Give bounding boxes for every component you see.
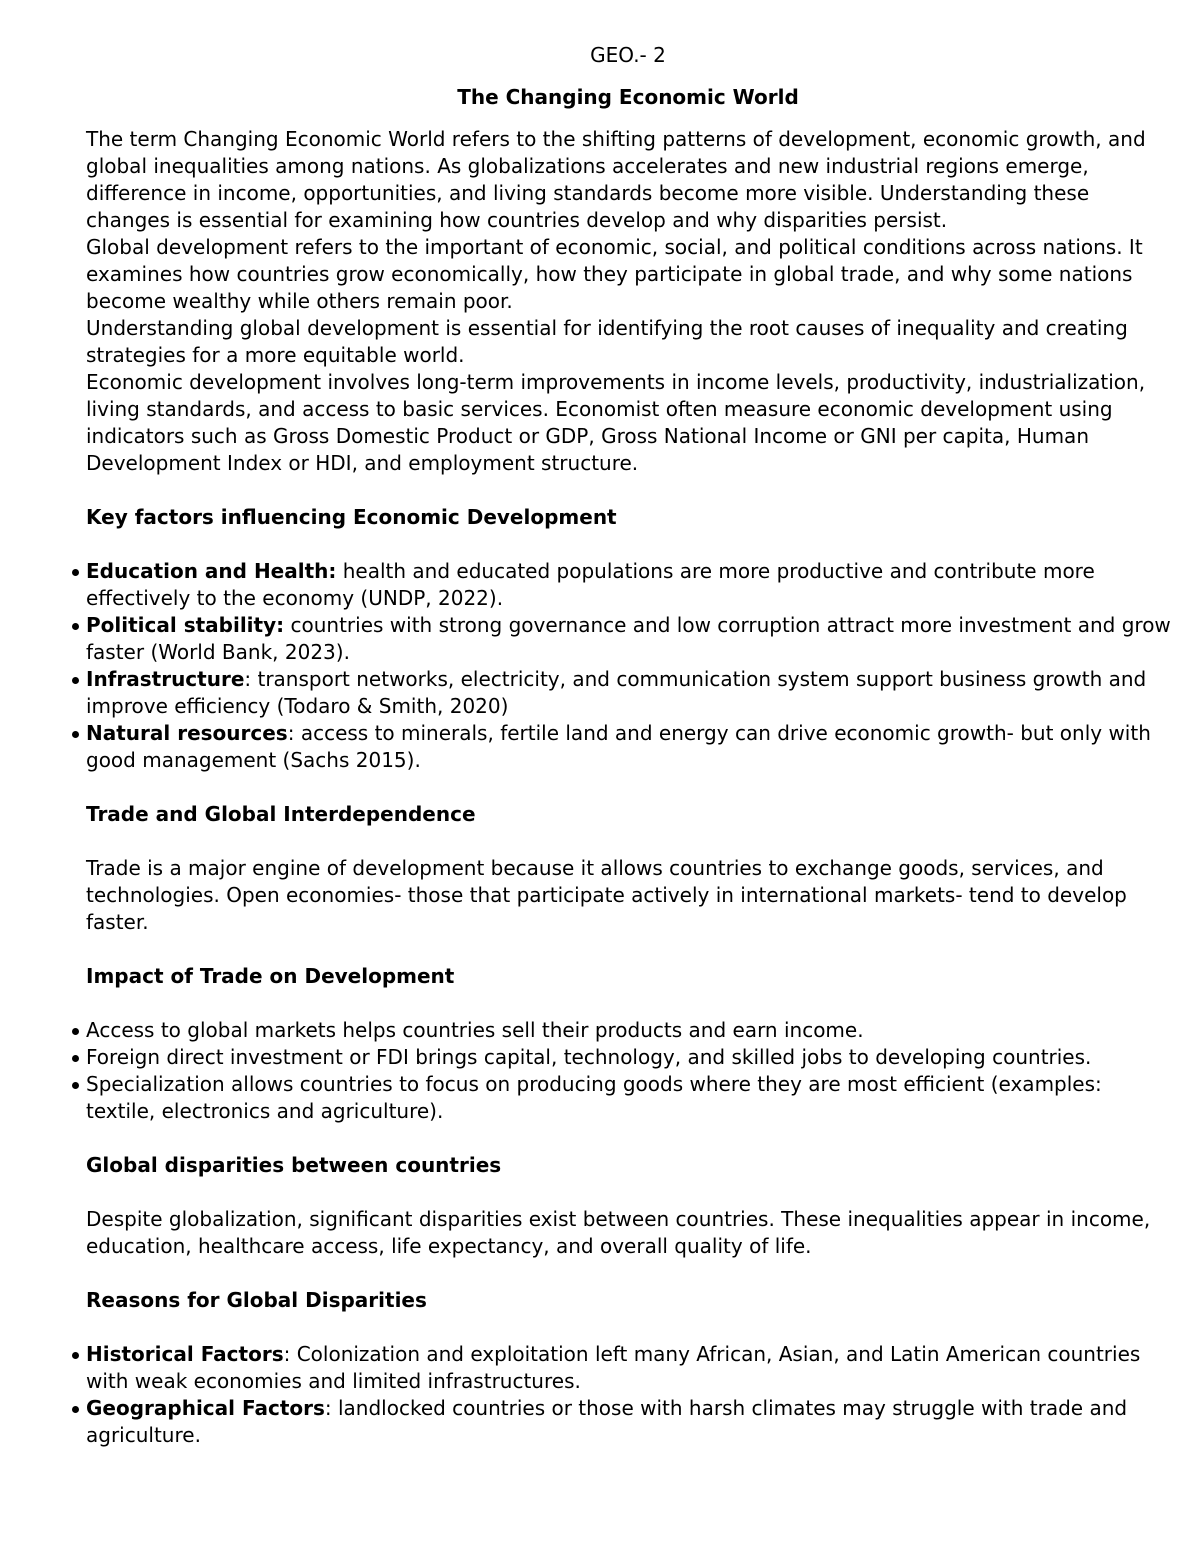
list-item <box>86 720 1176 774</box>
impact-list <box>86 1017 1176 1125</box>
intro-paragraph-2: Global development refers to the important of economic, social, and political conditions across nations. It examines how countries grow economically, how they participate in global trade, and why some nations become wealthy while others remain poor. <box>86 235 1143 313</box>
list-item-text: : access to minerals, fertile land and energy can drive economic growth- but only with good management (Sachs 2015). <box>86 721 1151 772</box>
disparities-paragraph: Despite globalization, significant disparities exist between countries. These inequalities appear in income, education, healthcare access, life expectancy, and overall quality of life. <box>86 1207 1151 1258</box>
bullet-icon <box>72 623 79 630</box>
section-heading-impact: Impact of Trade on Development <box>86 964 455 988</box>
section-heading-reasons: Reasons for Global Disparities <box>86 1288 427 1312</box>
section-heading-key-factors: Key factors influencing Economic Development <box>86 505 617 529</box>
list-item-text: : Colonization and exploitation left many African, Asian, and Latin American countries with weak economies and limited infrastructures. <box>86 1342 1141 1393</box>
bullet-icon <box>72 1082 79 1089</box>
list-item <box>86 1071 1176 1125</box>
list-item-text: : transport networks, electricity, and communication system support business growth and improve efficiency (Todaro & Smith, 2020) <box>86 667 1147 718</box>
bullet-icon <box>72 731 79 738</box>
list-item-text: countries with strong governance and low corruption attract more investment and grow faster (World Bank, 2023). <box>86 613 1171 664</box>
list-item-text: Access to global markets helps countries sell their products and earn income. <box>86 1018 864 1042</box>
section-heading-disparities: Global disparities between countries <box>86 1153 502 1177</box>
list-item <box>86 1341 1176 1395</box>
list-item-text: Foreign direct investment or FDI brings capital, technology, and skilled jobs to developing countries. <box>86 1045 1092 1069</box>
intro-paragraph-3: Understanding global development is essential for identifying the root causes of inequality and creating strategies for a more equitable world. <box>86 316 1128 367</box>
list-item <box>86 558 1176 612</box>
list-item-text: : landlocked countries or those with harsh climates may struggle with trade and agriculture. <box>86 1396 1128 1447</box>
list-item <box>86 1395 1176 1449</box>
list-item <box>86 666 1176 720</box>
list-item-term: Education and Health: <box>86 559 337 583</box>
trade-paragraph: Trade is a major engine of development because it allows countries to exchange goods, services, and technologies. Open economies- those that participate actively in international markets- tend to develop faster. <box>86 856 1127 934</box>
intro-paragraph-4: Economic development involves long-term improvements in income levels, productivity, industrialization, living standards, and access to basic services. Economist often measure economic development using indicators such as Gross Domestic Product or GDP, Gross National Income or GNI per capita, Human Development Index or HDI, and employment structure. <box>86 370 1146 475</box>
list-item-term: Geographical Factors <box>86 1396 325 1420</box>
list-item-text: Specialization allows countries to focus on producing goods where they are most efficient (examples: textile, electronics and agriculture). <box>86 1072 1102 1123</box>
key-factors-list <box>86 558 1176 774</box>
bullet-icon <box>72 1055 79 1062</box>
document-body <box>86 126 1176 1449</box>
bullet-icon <box>72 1406 79 1413</box>
reasons-list <box>86 1341 1176 1449</box>
document-title: GEO.- 2 <box>590 43 666 67</box>
intro-paragraph-1: The term Changing Economic World refers to the shifting patterns of development, economic growth, and global inequalities among nations. As globalizations accelerates and new industrial regions emerge, difference in income, opportunities, and living standards become more visible. Understanding these changes is essential for examining how countries develop and why disparities persist. <box>86 127 1146 232</box>
list-item-term: Natural resources <box>86 721 288 745</box>
section-heading-trade: Trade and Global Interdependence <box>86 802 476 826</box>
bullet-icon <box>72 1028 79 1035</box>
list-item-text: health and educated populations are more productive and contribute more effectively to the economy (UNDP, 2022). <box>86 559 1095 610</box>
bullet-icon <box>72 677 79 684</box>
list-item-term: Infrastructure <box>86 667 245 691</box>
list-item-term: Historical Factors <box>86 1342 284 1366</box>
list-item-term: Political stability: <box>86 613 285 637</box>
list-item <box>86 612 1176 666</box>
bullet-icon <box>72 1352 79 1359</box>
document-subtitle: The Changing Economic World <box>457 85 799 109</box>
list-item <box>86 1044 1176 1071</box>
list-item <box>86 1017 1176 1044</box>
bullet-icon <box>72 569 79 576</box>
